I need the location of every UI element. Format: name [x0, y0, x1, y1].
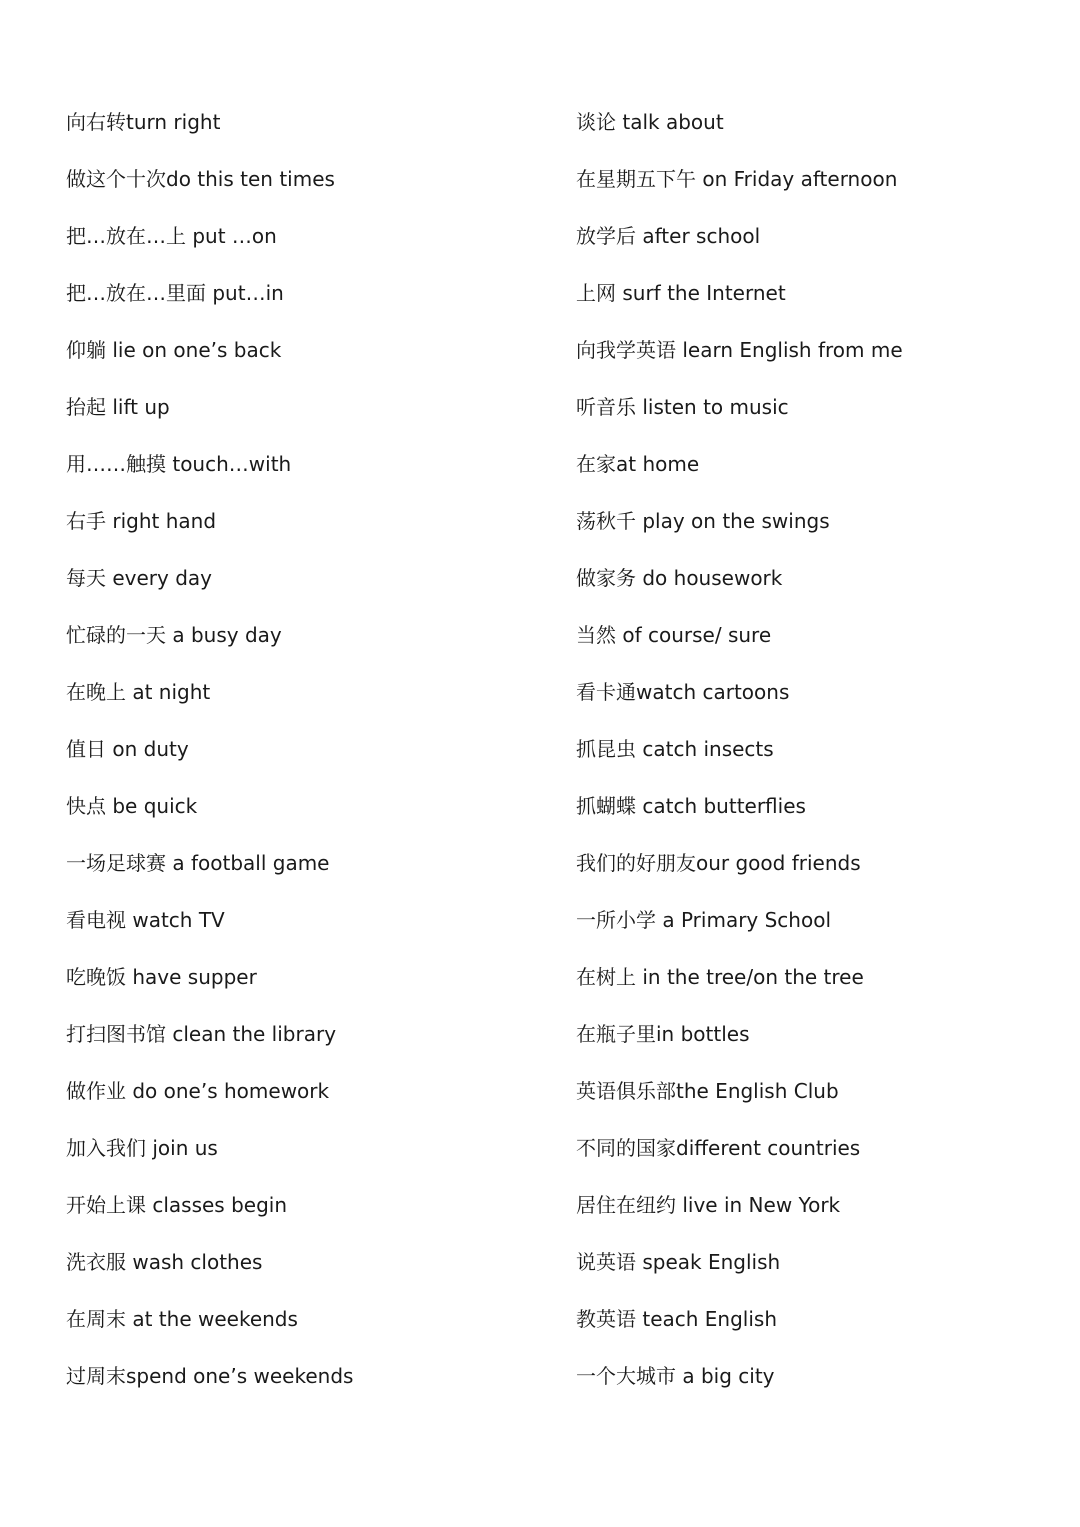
phrase-item: 抓昆虫 catch insects [576, 737, 774, 761]
phrase-item: 当然 of course/ sure [576, 623, 772, 647]
phrase-item: 快点 be quick [66, 794, 198, 818]
phrase-item: 在家at home [576, 452, 700, 476]
phrase-item: 在周末 at the weekends [66, 1307, 298, 1331]
phrase-item: 谈论 talk about [576, 110, 724, 134]
phrase-item: 用……触摸 touch…with [66, 452, 292, 476]
phrase-item: 荡秋千 play on the swings [576, 509, 830, 533]
phrase-item: 在星期五下午 on Friday afternoon [576, 167, 898, 191]
left-phrase-column [66, 94, 546, 1405]
phrase-item: 看卡通watch cartoons [576, 680, 790, 704]
phrase-item: 打扫图书馆 clean the library [66, 1022, 337, 1046]
phrase-item: 忙碌的一天 a busy day [66, 623, 282, 647]
phrase-item: 吃晚饭 have supper [66, 965, 257, 989]
phrase-item: 在晚上 at night [66, 680, 211, 704]
phrase-item: 听音乐 listen to music [576, 395, 789, 419]
phrase-item: 英语俱乐部the English Club [576, 1079, 839, 1103]
phrase-item: 向右转turn right [66, 110, 221, 134]
phrase-item: 教英语 teach English [576, 1307, 778, 1331]
phrase-item: 我们的好朋友our good friends [576, 851, 861, 875]
phrase-item: 每天 every day [66, 566, 213, 590]
phrase-item: 在瓶子里in bottles [576, 1022, 750, 1046]
phrase-item: 不同的国家different countries [576, 1136, 861, 1160]
phrase-item: 向我学英语 learn English from me [576, 338, 903, 362]
phrase-item: 一个大城市 a big city [576, 1364, 775, 1388]
phrase-item: 说英语 speak English [576, 1250, 781, 1274]
phrase-item: 居住在纽约 live in New York [576, 1193, 841, 1217]
phrase-item: 在树上 in the tree/on the tree [576, 965, 864, 989]
phrase-item: 一场足球赛 a football game [66, 851, 330, 875]
phrase-item: 上网 surf the Internet [576, 281, 786, 305]
phrase-item: 抓蝴蝶 catch butterflies [576, 794, 806, 818]
phrase-item: 做这个十次do this ten times [66, 167, 335, 191]
phrase-item: 过周末spend one’s weekends [66, 1364, 354, 1388]
right-phrase-column [576, 94, 1056, 1405]
phrase-item: 做作业 do one’s homework [66, 1079, 330, 1103]
phrase-item: 做家务 do housework [576, 566, 783, 590]
phrase-item: 把…放在…上 put …on [66, 224, 277, 248]
phrase-item: 开始上课 classes begin [66, 1193, 288, 1217]
phrase-item: 值日 on duty [66, 737, 189, 761]
phrase-item: 抬起 lift up [66, 395, 170, 419]
phrase-item: 加入我们 join us [66, 1136, 218, 1160]
phrase-item: 放学后 after school [576, 224, 761, 248]
phrase-item: 看电视 watch TV [66, 908, 225, 932]
phrase-item: 一所小学 a Primary School [576, 908, 832, 932]
phrase-item: 仰躺 lie on one’s back [66, 338, 282, 362]
phrase-item: 洗衣服 wash clothes [66, 1250, 263, 1274]
phrase-item: 把…放在…里面 put…in [66, 281, 284, 305]
phrase-item: 右手 right hand [66, 509, 217, 533]
